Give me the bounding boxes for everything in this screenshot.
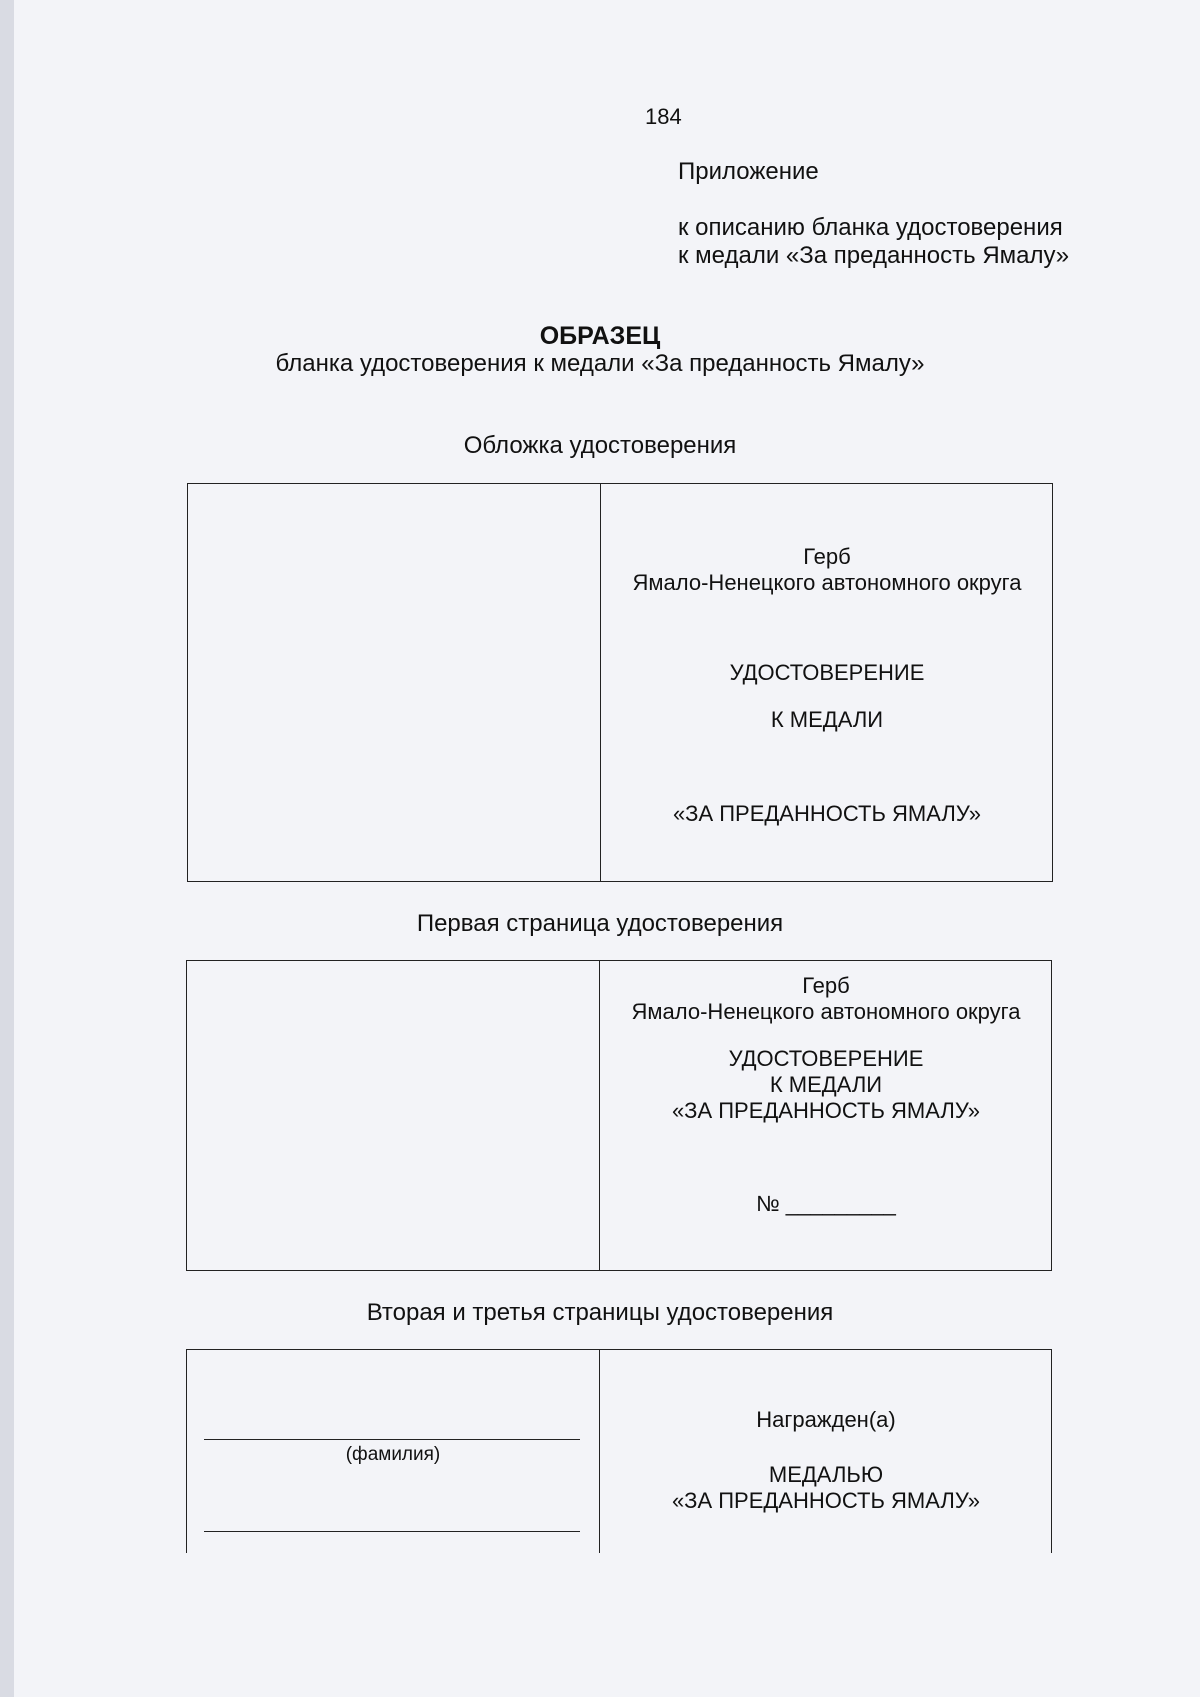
cover-coat-line-2: Ямало-Ненецкого автономного округа	[632, 570, 1022, 595]
certificate-number-field: № _________	[756, 1191, 896, 1216]
page-number: 184	[645, 104, 682, 129]
cover-medal-name: «ЗА ПРЕДАННОСТЬ ЯМАЛУ»	[672, 801, 982, 826]
second-third-box	[186, 1349, 1052, 1553]
awarded-label: Награжден(а)	[756, 1407, 896, 1432]
cover-coat-line-1: Герб	[803, 544, 851, 569]
appendix-title: Приложение	[678, 158, 819, 185]
cover-certificate: УДОСТОВЕРЕНИЕ	[729, 660, 925, 685]
first-page-heading: Первая страница удостоверения	[416, 910, 784, 937]
name-line	[204, 1531, 580, 1532]
first-page-to-medal: К МЕДАЛИ	[769, 1072, 883, 1097]
surname-line	[204, 1439, 580, 1440]
first-page-coat-line-1: Герб	[802, 973, 850, 998]
first-page-box	[186, 960, 1052, 1271]
appendix-line-1: к описанию бланка удостоверения	[678, 214, 1063, 241]
medal-label: МЕДАЛЬЮ	[768, 1462, 884, 1487]
cover-to-medal: К МЕДАЛИ	[770, 707, 884, 732]
appendix-line-2: к медали «За преданность Ямалу»	[678, 242, 1070, 269]
second-third-medal-name: «ЗА ПРЕДАННОСТЬ ЯМАЛУ»	[671, 1488, 981, 1513]
document-subtitle: бланка удостоверения к медали «За преданность Ямалу»	[275, 350, 925, 377]
first-page-coat-line-2: Ямало-Ненецкого автономного округа	[631, 999, 1021, 1024]
first-page-certificate: УДОСТОВЕРЕНИЕ	[728, 1046, 924, 1071]
cover-heading: Обложка удостоверения	[463, 432, 737, 459]
second-third-heading: Вторая и третья страницы удостоверения	[366, 1299, 834, 1326]
cover-box	[187, 483, 1053, 882]
surname-caption: (фамилия)	[345, 1444, 441, 1465]
document-title: ОБРАЗЕЦ	[539, 322, 661, 350]
first-page-medal-name: «ЗА ПРЕДАННОСТЬ ЯМАЛУ»	[671, 1098, 981, 1123]
